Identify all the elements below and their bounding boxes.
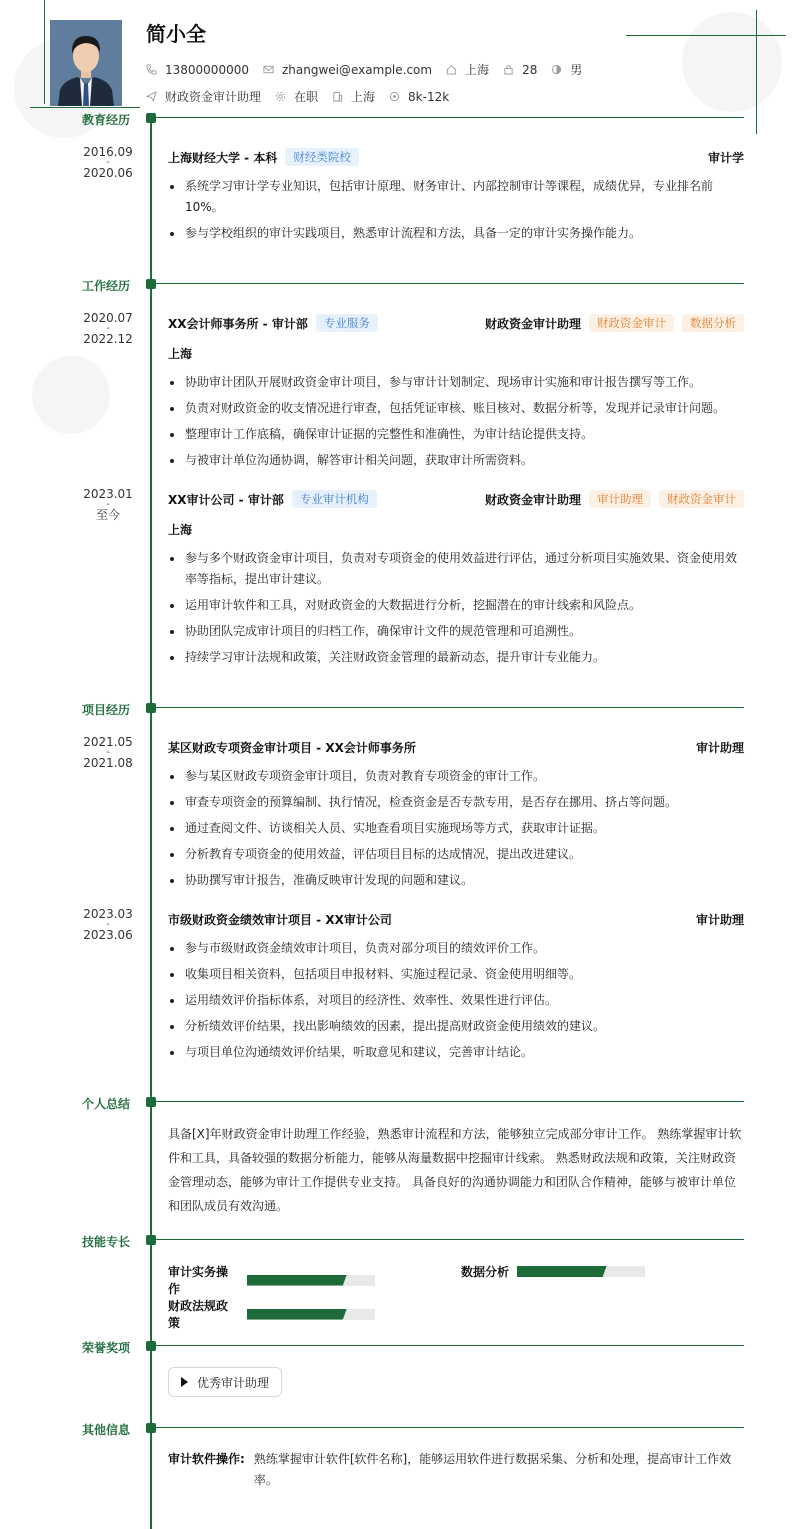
other-info-item [168,1449,744,1491]
project-bullets [168,766,744,896]
decorative-circle [682,12,782,112]
skill-bar-fill [247,1275,347,1286]
list-item: 分析绩效评价结果，找出影响绩效的因素，提出提高财政资金使用绩效的建议。 [168,1016,744,1037]
school-tag: 财经类院校 [285,148,359,166]
company-tag: 专业审计机构 [292,490,377,508]
skill-bar [517,1266,645,1277]
other-info-value: 熟练掌握审计软件[软件名称]，能够运用软件进行数据采集、分析和处理，提高审计工作效率。 [253,1452,732,1487]
skill-item [168,1297,375,1331]
work-header [168,490,744,508]
list-item: 持续学习审计法规和政策，关注财政资金管理的最新动态，提升审计专业能力。 [168,647,744,668]
company-title: XX会计师事务所 - 审计部 [168,316,308,331]
skill-bar [247,1275,375,1286]
list-item: 运用绩效评价指标体系，对项目的经济性、效率性、效果性进行评估。 [168,990,744,1011]
section-divider [156,1427,744,1428]
play-icon [181,1377,188,1387]
list-item: 与被审计单位沟通协调，解答审计相关问题，获取审计所需资料。 [168,450,744,471]
section-divider [156,707,744,708]
project-header [168,911,744,928]
list-item: 协助团队完成审计项目的归档工作，确保审计文件的规范管理和可追溯性。 [168,621,744,642]
timeline-dot [146,1341,156,1351]
section-title-honors: 荣誉奖项 [82,1341,131,1355]
section-divider [156,1239,744,1240]
timeline-line [150,114,152,1529]
section-title-other: 其他信息 [82,1423,131,1437]
decorative-circle [32,356,110,434]
list-item: 运用审计软件和工具，对财政资金的大数据进行分析，挖掘潜在的审计线索和风险点。 [168,595,744,616]
timeline-dot [146,703,156,713]
section-title-summary: 个人总结 [82,1097,131,1111]
list-item: 审查专项资金的预算编制、执行情况，检查资金是否专款专用，是否存在挪用、挤占等问题。 [168,792,744,813]
project-header [168,739,744,756]
project-date: 2021.05 - 2021.08 [83,735,133,770]
work-date: 2023.01 - 至今 [83,487,133,522]
skill-name: 审计实务操作 [168,1265,229,1296]
list-item: 负责对财政资金的收支情况进行审查，包括凭证审核、账目核对、数据分析等，发现并记录审计问题。 [168,398,744,419]
project-role: 审计助理 [695,913,744,927]
skill-name: 财政法规政策 [168,1299,229,1330]
skill-tag: 数据分析 [682,314,744,332]
list-item: 分析教育专项资金的使用效益，评估项目目标的达成情况，提出改进建议。 [168,844,744,865]
skill-tag: 审计助理 [589,490,651,508]
gender-icon [551,64,562,75]
list-item: 收集项目相关资料，包括项目申报材料、实施过程记录、资金使用明细等。 [168,964,744,985]
work-city: 上海 [168,347,193,361]
job-role: 财政资金审计助理 [484,316,581,331]
timeline-dot [146,279,156,289]
skill-item [168,1263,375,1297]
list-item: 通过查阅文件、访谈相关人员、实地查看项目实施现场等方式，获取审计证据。 [168,818,744,839]
home-icon [446,64,457,75]
city: 上海 [465,63,490,77]
work-header [168,314,744,332]
building-icon [332,91,343,102]
skill-tag: 财政资金审计 [659,490,744,508]
major: 审计学 [707,150,744,165]
section-divider [156,117,744,118]
section-title-project: 项目经历 [82,703,131,717]
skill-item [461,1263,645,1280]
award-name: 优秀审计助理 [197,1375,270,1390]
company-tag: 专业服务 [316,314,378,332]
job-target: 财政资金审计助理 [165,90,262,104]
school-title: 上海财经大学 - 本科 [168,150,278,165]
award-chip [168,1367,282,1397]
gender: 男 [570,63,583,77]
candidate-name: 简小全 [146,22,206,46]
other-info-label: 审计软件操作: [168,1452,245,1466]
decorative-line [626,35,786,36]
list-item: 参与多个财政资金审计项目，负责对专项资金的使用效益进行评估，通过分析项目实施效果、资金使用效率等指标，提出审计建议。 [168,548,744,590]
summary-text: 具备[X]年财政资金审计助理工作经验，熟悉审计流程和方法，能够独立完成部分审计工作。 熟练掌握审计软件和工具，具备较强的数据分析能力，能够从海量数据中挖掘审计线索。 熟悉财政法规和政策，关注财政资金管理动态，能够为审计工作提供专业支持。 具备良好的沟通协调能力和团队合作精神，能够与被审计单位和团队成员有效沟通。 [168,1127,742,1213]
project-role: 审计助理 [695,741,744,755]
list-item: 参与某区财政专项资金审计项目，负责对教育专项资金的审计工作。 [168,766,744,787]
list-item: 协助撰写审计报告，准确反映审计发现的问题和建议。 [168,870,744,891]
project-date: 2023.03 - 2023.06 [83,907,133,942]
section-divider [156,283,744,284]
decorative-line [30,107,140,108]
timeline-dot [146,1097,156,1107]
section-divider [156,1101,744,1102]
employment-status: 在职 [294,90,319,104]
work-bullets [168,548,744,673]
job-city: 上海 [351,90,376,104]
work-date: 2020.07 - 2022.12 [83,311,133,346]
section-title-work: 工作经历 [82,279,131,293]
education-date: 2016.09 - 2020.06 [83,145,133,180]
send-icon [146,91,157,102]
section-title-skills: 技能专长 [82,1235,131,1249]
list-item: 参与学校组织的审计实践项目，熟悉审计流程和方法，具备一定的审计实务操作能力。 [168,223,744,244]
avatar [50,20,122,106]
project-title: 某区财政专项资金审计项目 - XX会计师事务所 [168,741,416,755]
age: 28 [522,62,538,77]
phone-icon [146,64,157,75]
work-bullets [168,372,744,476]
work-city: 上海 [168,523,193,537]
section-divider [156,1345,744,1346]
job-role: 财政资金审计助理 [484,492,581,507]
age-icon [503,64,514,75]
skill-bar [247,1309,375,1320]
list-item: 系统学习审计学专业知识，包括审计原理、财务审计、内部控制审计等课程，成绩优异，专业排名前10%。 [168,176,744,218]
decorative-line [44,0,45,104]
list-item: 与项目单位沟通绩效评价结果，听取意见和建议，完善审计结论。 [168,1042,744,1063]
list-item: 协助审计团队开展财政资金审计项目，参与审计计划制定、现场审计实施和审计报告撰写等工作。 [168,372,744,393]
education-header [168,148,744,166]
skill-tag: 财政资金审计 [589,314,674,332]
timeline-dot [146,1235,156,1245]
list-item: 整理审计工作底稿，确保审计证据的完整性和准确性，为审计结论提供支持。 [168,424,744,445]
mail-icon [263,64,274,75]
education-bullets [168,176,744,249]
skill-name: 数据分析 [461,1265,510,1279]
email: zhangwei@example.com [281,62,433,77]
salary: 8k-12k [408,89,450,104]
timeline-dot [146,113,156,123]
company-title: XX审计公司 - 审计部 [168,492,284,507]
phone: 13800000000 [165,62,249,77]
salary-icon [389,91,400,102]
timeline-dot [146,1423,156,1433]
skill-bar-fill [517,1266,607,1277]
job-intent-row [146,88,463,105]
decorative-line [756,10,757,134]
skill-bar-fill [247,1309,347,1320]
contact-row [146,61,596,78]
project-bullets [168,938,744,1068]
gear-icon [275,91,286,102]
list-item: 参与市级财政资金绩效审计项目，负责对部分项目的绩效评价工作。 [168,938,744,959]
section-title-education: 教育经历 [82,113,131,127]
project-title: 市级财政资金绩效审计项目 - XX审计公司 [168,913,392,927]
